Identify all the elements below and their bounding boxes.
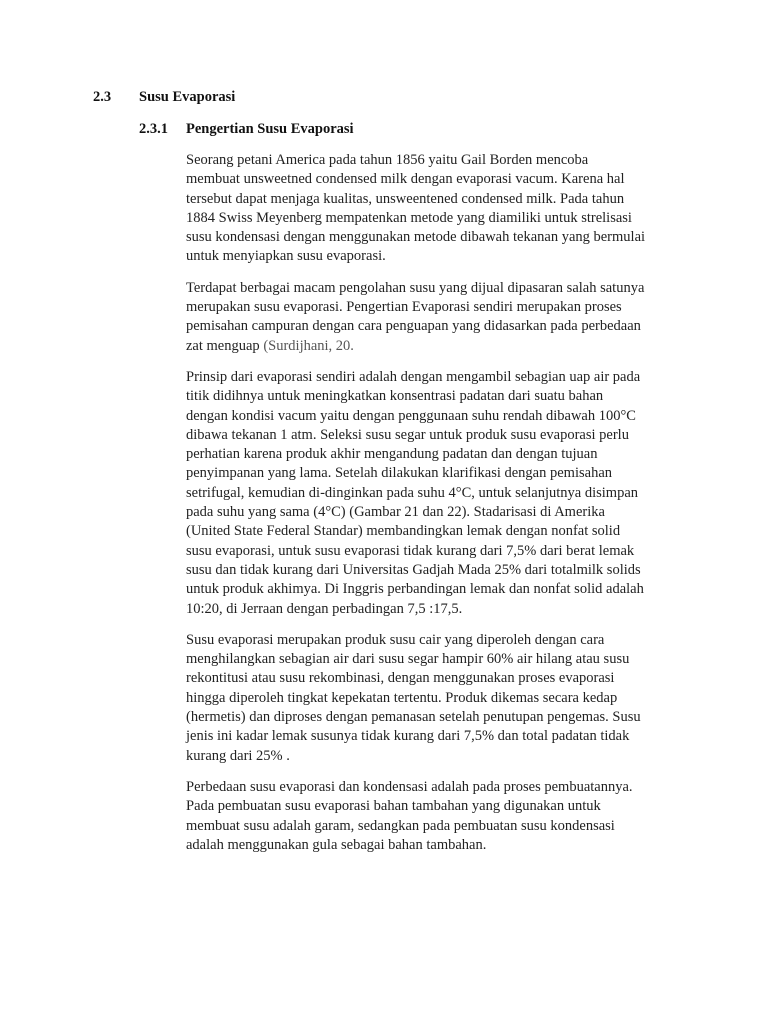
subsection-title: Pengertian Susu Evaporasi <box>186 121 354 137</box>
paragraph-line: dengan kondisi vacum yaitu dengan penggunaan suhu rendah dibawah 100°C <box>186 407 636 424</box>
paragraph-3 <box>186 368 686 619</box>
paragraph-1 <box>186 151 686 267</box>
paragraph-line: Seorang petani America pada tahun 1856 yaitu Gail Borden mencoba <box>186 152 589 168</box>
paragraph-text: zat menguap <box>186 337 264 354</box>
paragraph-line: Perbedaan susu evaporasi dan kondensasi adalah pada proses pembuatannya. <box>186 778 633 795</box>
paragraph-line: susu dan tidak kurang dari Universitas Gadjah Mada 25% dari totalmilk solids <box>186 561 641 578</box>
body-text <box>186 151 686 867</box>
paragraph-line: pemisahan campuran dengan cara penguapan yang didasarkan pada perbedaan <box>186 318 641 335</box>
paragraph-line-last <box>186 337 686 356</box>
paragraph-line: kurang dari 25% . <box>186 747 290 764</box>
paragraph-line: membuat susu adalah garam, sedangkan pada pembuatan susu kondensasi <box>186 817 615 834</box>
citation: (Surdijhani, 20. <box>263 337 354 354</box>
section-title: Susu Evaporasi <box>139 89 236 105</box>
paragraph-line: jenis ini kadar lemak susunya tidak kurang dari 7,5% dan total padatan tidak <box>186 728 630 745</box>
paragraph-2 <box>186 279 686 356</box>
paragraph-line: rekontitusi atau susu rekombinasi, dengan menggunakan proses evaporasi <box>186 670 615 687</box>
paragraph-line: untuk menyiapkan susu evaporasi. <box>186 248 386 265</box>
paragraph-line: penyimpanan yang lama. Setelah dilakukan klarifikasi dengan pemisahan <box>186 465 613 482</box>
paragraph-line: dibawa tekanan 1 atm. Seleksi susu segar untuk produk susu evaporasi perlu <box>186 426 629 443</box>
paragraph-line: Pada pembuatan susu evaporasi bahan tambahan yang digunakan untuk <box>186 798 601 815</box>
paragraph-line: susu evaporasi, untuk susu evaporasi tidak kurang dari 7,5% dari berat lemak <box>186 542 635 559</box>
paragraph-line: pada suhu yang sama (4°C) (Gambar 21 dan 22). Stadarisasi di Amerika <box>186 504 605 521</box>
paragraph-4 <box>186 631 686 766</box>
subsection-number: 2.3.1 <box>139 121 168 137</box>
paragraph-line: perhatian karena produk akhir mengandung padatan dan dengan tujuan <box>186 446 598 463</box>
paragraph-line: setrifugal, kemudian di-dinginkan pada suhu 4°C, untuk selanjutnya disimpan <box>186 484 638 501</box>
paragraph-line: hingga diperoleh tingkat kepekatan tertentu. Produk dikemas secara kedap <box>186 689 618 706</box>
paragraph-line: membuat unsweetned condensed milk dengan evaporasi vacum. Karena hal <box>186 171 625 188</box>
paragraph-line: Terdapat berbagai macam pengolahan susu yang dijual dipasaran salah satunya <box>186 279 645 296</box>
paragraph-line: Prinsip dari evaporasi sendiri adalah dengan mengambil sebagian uap air pada <box>186 368 641 385</box>
paragraph-line: susu kondensasi dengan menggunakan metode dibawah tekanan yang bermulai <box>186 229 646 246</box>
paragraph-line: 1884 Swiss Meyenberg mempatenkan metode yang diamiliki untuk strelisasi <box>186 209 632 226</box>
paragraph-line: (United State Federal Standar) membandingkan lemak dengan nonfat solid <box>186 523 621 540</box>
paragraph-line: adalah menggunakan gula sebagai bahan tambahan. <box>186 836 487 853</box>
paragraph-line: 10:20, di Jerraan dengan perbadingan 7,5 :17,5. <box>186 600 463 617</box>
section-number: 2.3 <box>93 89 112 105</box>
paragraph-5 <box>186 778 686 855</box>
paragraph-line: titik didihnya untuk meningkatkan konsentrasi padatan dari suatu bahan <box>186 388 604 405</box>
paragraph-line: merupakan susu evaporasi. Pengertian Evaporasi sendiri merupakan proses <box>186 299 622 316</box>
paragraph-line: menghilangkan sebagian air dari susu segar hampir 60% air hilang atau susu <box>186 651 630 668</box>
paragraph-line: tersebut dapat menjaga kualitas, unsweentened condensed milk. Pada tahun <box>186 190 625 207</box>
paragraph-line: untuk produk akhimya. Di Inggris perbandingan lemak dan nonfat solid adalah <box>186 581 644 598</box>
paragraph-line: Susu evaporasi merupakan produk susu cair yang diperoleh dengan cara <box>186 631 605 648</box>
paragraph-line: (hermetis) dan diproses dengan pemanasan setelah penutupan pengemas. Susu <box>186 709 641 726</box>
